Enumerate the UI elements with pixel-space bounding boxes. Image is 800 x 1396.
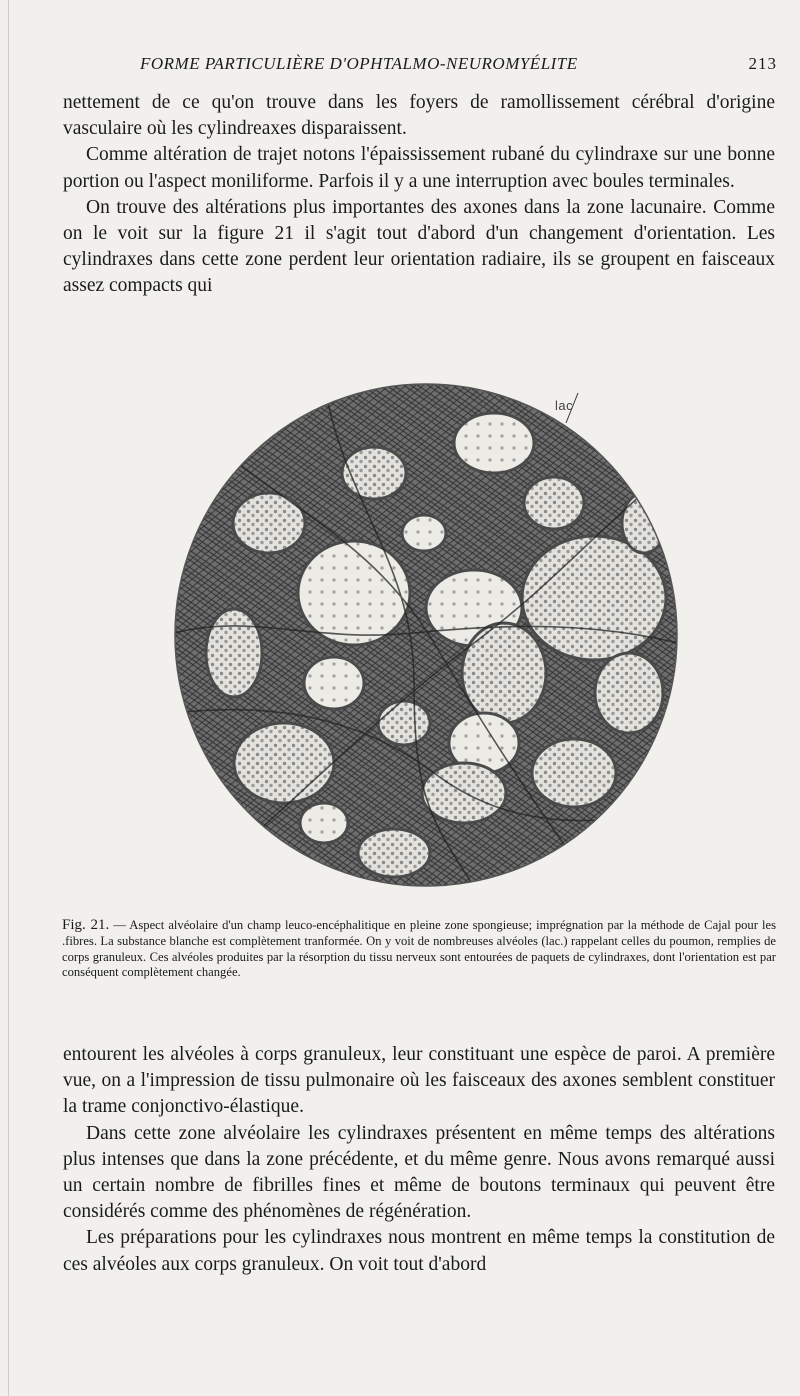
figure-caption-text: — Aspect alvéolaire d'un champ leuco-encéphalitique en pleine zone spongieuse; imprégnation par la méthode de Cajal pour les .fibres. La substance blanche est complètement tranformée. On y voit de nombreuses alvéoles (lac.) rappelant celles du poumon, remplies de corps granuleux. Ces alvéoles produites par la résorption du tissu nerveux sont entourées de paquets de cylindraxes, dont l'orientation est par conséquent complètement changée. bbox=[62, 918, 776, 980]
figure-number: Fig. 21. bbox=[62, 917, 110, 933]
paragraph: Comme altération de trajet notons l'épaississement rubané du cylindraxe sur une bonne portion ou l'aspect moniliforme. Parfois il y a une interruption avec boules terminales. bbox=[63, 144, 775, 192]
paragraph: Dans cette zone alvéolaire les cylindraxes présentent en même temps des altérations plus intenses que dans la zone précédente, et du même genre. Nous avons remarqué aussi un certain nombre de fibrilles fines et même de boutons terminaux qui peuvent être considérés comme des phénomènes de régénération. bbox=[63, 1122, 775, 1223]
running-head bbox=[140, 54, 780, 80]
body-text-top bbox=[63, 90, 775, 300]
paragraph: entourent les alvéoles à corps granuleux, leur constituant une espèce de paroi. A première vue, on a l'impression de tissu pulmonaire où les faisceaux des axones semblent constituer la trame conjonctivo-élastique. bbox=[63, 1044, 775, 1118]
micrograph-figure bbox=[174, 383, 678, 887]
page-number: 213 bbox=[748, 54, 777, 73]
running-head-title: FORME PARTICULIÈRE D'OPHTALMO-NEUROMYÉLITE bbox=[140, 54, 578, 73]
paragraph: Les préparations pour les cylindraxes nous montrent en même temps la constitution de ces alvéoles aux corps granuleux. On voit tout d'abord bbox=[63, 1227, 775, 1275]
page-edge bbox=[8, 0, 9, 1396]
paragraph: On trouve des altérations plus importantes des axones dans la zone lacunaire. Comme on le voit sur la figure 21 il s'agit tout d'abord d'un changement d'orientation. Les cylindraxes dans cette zone perdent leur orientation radiaire, ils se groupent en faisceaux assez compacts qui bbox=[63, 196, 775, 297]
figure-label: lac bbox=[555, 398, 574, 413]
figure-caption bbox=[62, 918, 776, 981]
body-text-bottom bbox=[63, 1042, 775, 1278]
paragraph: nettement de ce qu'on trouve dans les foyers de ramollissement cérébral d'origine vasculaire où les cylindreaxes disparaissent. bbox=[63, 92, 775, 140]
